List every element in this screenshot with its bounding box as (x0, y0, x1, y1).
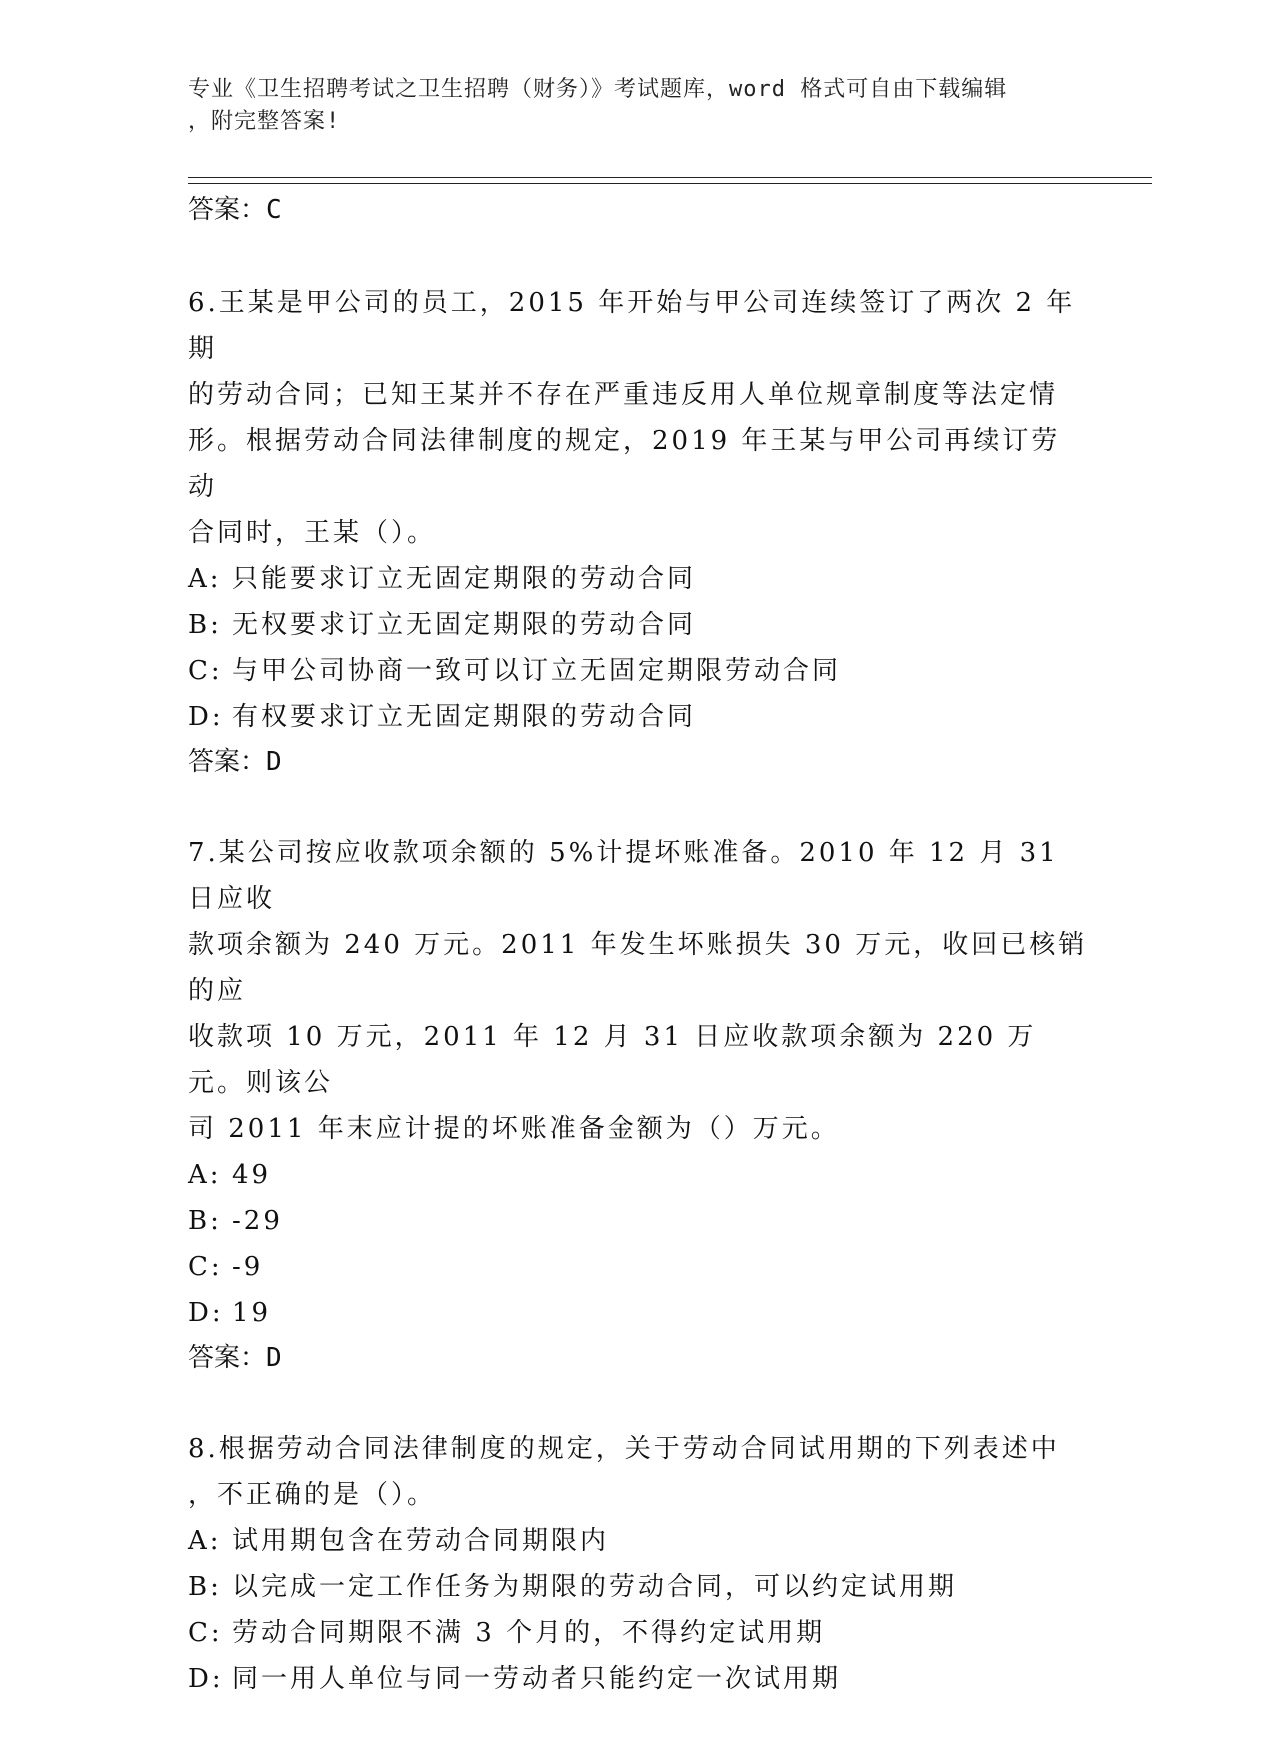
option-key: B: (188, 1206, 222, 1236)
header-line-2: ，附完整答案! (188, 109, 341, 134)
question-text-line: 收款项 10 万元，2011 年 12 月 31 日应收款项余额为 220 万元。则该公 (188, 1022, 1037, 1098)
option-key: C: (188, 1618, 223, 1648)
option-key: B: (188, 610, 222, 640)
option-b (188, 1198, 1088, 1244)
option-key: A: (188, 1160, 222, 1190)
question-8 (188, 1426, 1088, 1702)
option-a (188, 1152, 1088, 1198)
option-a (188, 1518, 1088, 1564)
option-text: 19 (232, 1298, 272, 1328)
option-key: D: (188, 1664, 224, 1694)
option-text: 同一用人单位与同一劳动者只能约定一次试用期 (232, 1664, 842, 1694)
option-d (188, 1290, 1088, 1336)
option-key: D: (188, 1298, 224, 1328)
answer-label: 答案：C (188, 195, 282, 225)
page-header (188, 74, 1078, 138)
question-text-line: 司 2011 年末应计提的坏账准备金额为（）万元。 (188, 1114, 840, 1144)
option-text: -29 (232, 1206, 283, 1236)
option-key: A: (188, 1526, 222, 1556)
question-text-line: 6.王某是甲公司的员工，2015 年开始与甲公司连续签订了两次 2 年期 (188, 288, 1076, 364)
option-text: 有权要求订立无固定期限的劳动合同 (232, 702, 697, 732)
option-text: 以完成一定工作任务为期限的劳动合同，可以约定试用期 (232, 1572, 958, 1602)
option-text: 劳动合同期限不满 3 个月的，不得约定试用期 (232, 1618, 826, 1648)
answer-label: 答案：D (188, 747, 282, 777)
option-text: 只能要求订立无固定期限的劳动合同 (232, 564, 697, 594)
option-b (188, 602, 1088, 648)
option-text: 与甲公司协商一致可以订立无固定期限劳动合同 (232, 656, 842, 686)
header-divider (188, 177, 1152, 184)
option-key: B: (188, 1572, 222, 1602)
question-text-line: 合同时，王某（）。 (188, 518, 437, 548)
option-b (188, 1564, 1088, 1610)
option-key: C: (188, 1252, 223, 1282)
option-a (188, 556, 1088, 602)
question-6 (188, 280, 1088, 784)
option-d (188, 694, 1088, 740)
option-c (188, 1244, 1088, 1290)
question-text-line: ，不正确的是（）。 (188, 1480, 437, 1510)
option-text: 49 (232, 1160, 272, 1190)
option-text: 无权要求订立无固定期限的劳动合同 (232, 610, 697, 640)
question-text-line: 的劳动合同；已知王某并不存在严重违反用人单位规章制度等法定情 (188, 380, 1059, 410)
question-text-line: 款项余额为 240 万元。2011 年发生坏账损失 30 万元，收回已核销的应 (188, 930, 1088, 1006)
option-c (188, 1610, 1088, 1656)
option-key: C: (188, 656, 223, 686)
answer-label: 答案：D (188, 1343, 282, 1373)
option-text: -9 (232, 1252, 264, 1282)
option-c (188, 648, 1088, 694)
option-text: 试用期包含在劳动合同期限内 (232, 1526, 610, 1556)
question-list (188, 280, 1088, 1748)
question-text-line: 7.某公司按应收款项余额的 5%计提坏账准备。2010 年 12 月 31 日应收 (188, 838, 1059, 914)
option-key: A: (188, 564, 222, 594)
question-7 (188, 830, 1088, 1380)
option-d (188, 1656, 1088, 1702)
question-text-line: 8.根据劳动合同法律制度的规定，关于劳动合同试用期的下列表述中 (188, 1434, 1060, 1464)
option-key: D: (188, 702, 224, 732)
header-line-1: 专业《卫生招聘考试之卫生招聘（财务）》考试题库，word 格式可自由下载编辑 (188, 77, 1008, 102)
question-text-line: 形。根据劳动合同法律制度的规定，2019 年王某与甲公司再续订劳动 (188, 426, 1061, 502)
